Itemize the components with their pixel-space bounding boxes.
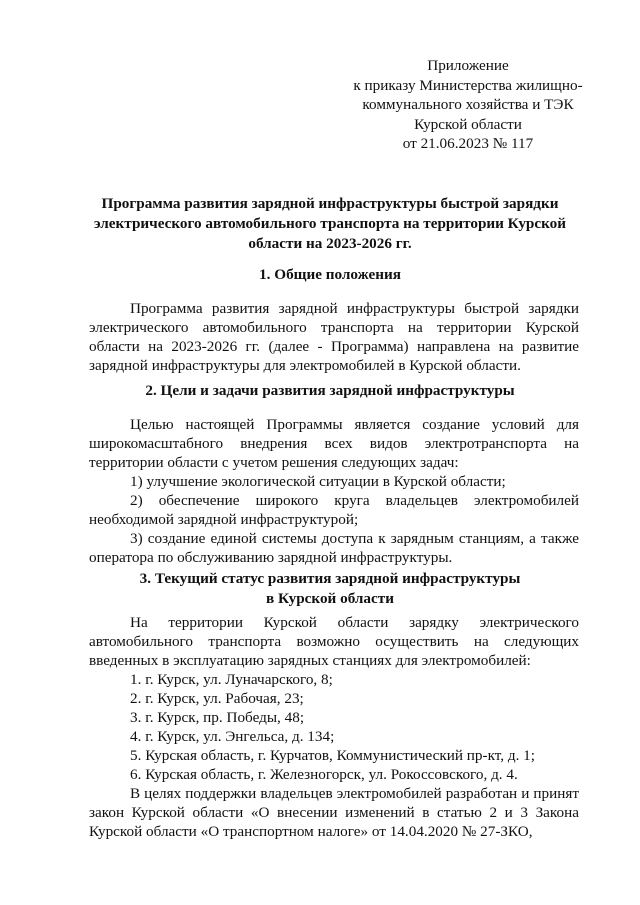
- title-line-1: Программа развития зарядной инфраструктуры быстрой зарядки: [101, 195, 559, 212]
- section-2-heading: 2. Цели и задачи развития зарядной инфраструктуры: [145, 382, 515, 399]
- section-3-closing-paragraph: В целях поддержки владельцев электромобилей разработан и принят закон Курской области «О внесении изменений в статью 2 и 3 Закона Курской области «О транспортном налоге» от 14.04.2020 № 27-ЗКО,: [89, 785, 579, 840]
- section-2-item-1: 1) улучшение экологической ситуации в Курской области;: [130, 473, 506, 490]
- section-2-item-3: 3) создание единой системы доступа к зарядным станциям, а также оператора по обслуживанию зарядной инфраструктуры.: [89, 530, 579, 566]
- section-3-heading: [80, 569, 580, 609]
- station-list-item: 1. г. Курск, ул. Луначарского, 8;: [130, 671, 333, 688]
- annex-line-1: Приложение: [427, 57, 509, 74]
- annex-line-4: Курской области: [414, 115, 522, 133]
- title-line-3: области на 2023-2026 гг.: [248, 235, 412, 252]
- station-list-item: 3. г. Курск, пр. Победы, 48;: [130, 709, 305, 726]
- document-annex-header: [338, 56, 598, 154]
- section-1-body: [89, 299, 579, 375]
- section-3-heading-line-1: 3. Текущий статус развития зарядной инфраструктуры: [139, 570, 521, 587]
- station-list-item: 5. Курская область, г. Курчатов, Коммунистический пр-кт, д. 1;: [130, 747, 535, 764]
- section-2-body: [89, 415, 579, 567]
- station-list-item: 6. Курская область, г. Железногорск, ул. Рокоссовского, д. 4.: [130, 766, 518, 783]
- section-1-paragraph: Программа развития зарядной инфраструктуры быстрой зарядки электрического автомобильного транспорта на территории Курской области на 2023-2026 гг. (далее - Программа) направлена на развитие зарядной инфраструктуры для электромобилей в Курской области.: [89, 300, 579, 374]
- title-line-2: электрического автомобильного транспорта на территории Курской: [94, 215, 566, 232]
- section-2-item-2: 2) обеспечение широкого круга владельцев электромобилей необходимой зарядной инфраструктурой;: [89, 492, 579, 528]
- annex-line-3: коммунального хозяйства и ТЭК: [362, 96, 574, 113]
- station-list-item: 4. г. Курск, ул. Энгельса, д. 134;: [130, 728, 335, 745]
- section-2-intro: Целью настоящей Программы является создание условий для широкомасштабного внедрения всех видов электротранспорта на территории области с учетом решения следующих задач:: [89, 416, 579, 471]
- document-title: [80, 194, 580, 254]
- section-3-body: [89, 613, 579, 841]
- section-3-heading-line-2: в Курской области: [266, 590, 394, 607]
- section-3-intro: На территории Курской области зарядку электрического автомобильного транспорта возможно осуществить на следующих введенных в эксплуатацию зарядных станциях для электромобилей:: [89, 614, 579, 669]
- annex-line-5: от 21.06.2023 № 117: [402, 135, 534, 152]
- section-1-heading: 1. Общие положения: [259, 266, 401, 283]
- annex-line-2: к приказу Министерства жилищно-: [353, 76, 583, 94]
- station-list-item: 2. г. Курск, ул. Рабочая, 23;: [130, 690, 304, 707]
